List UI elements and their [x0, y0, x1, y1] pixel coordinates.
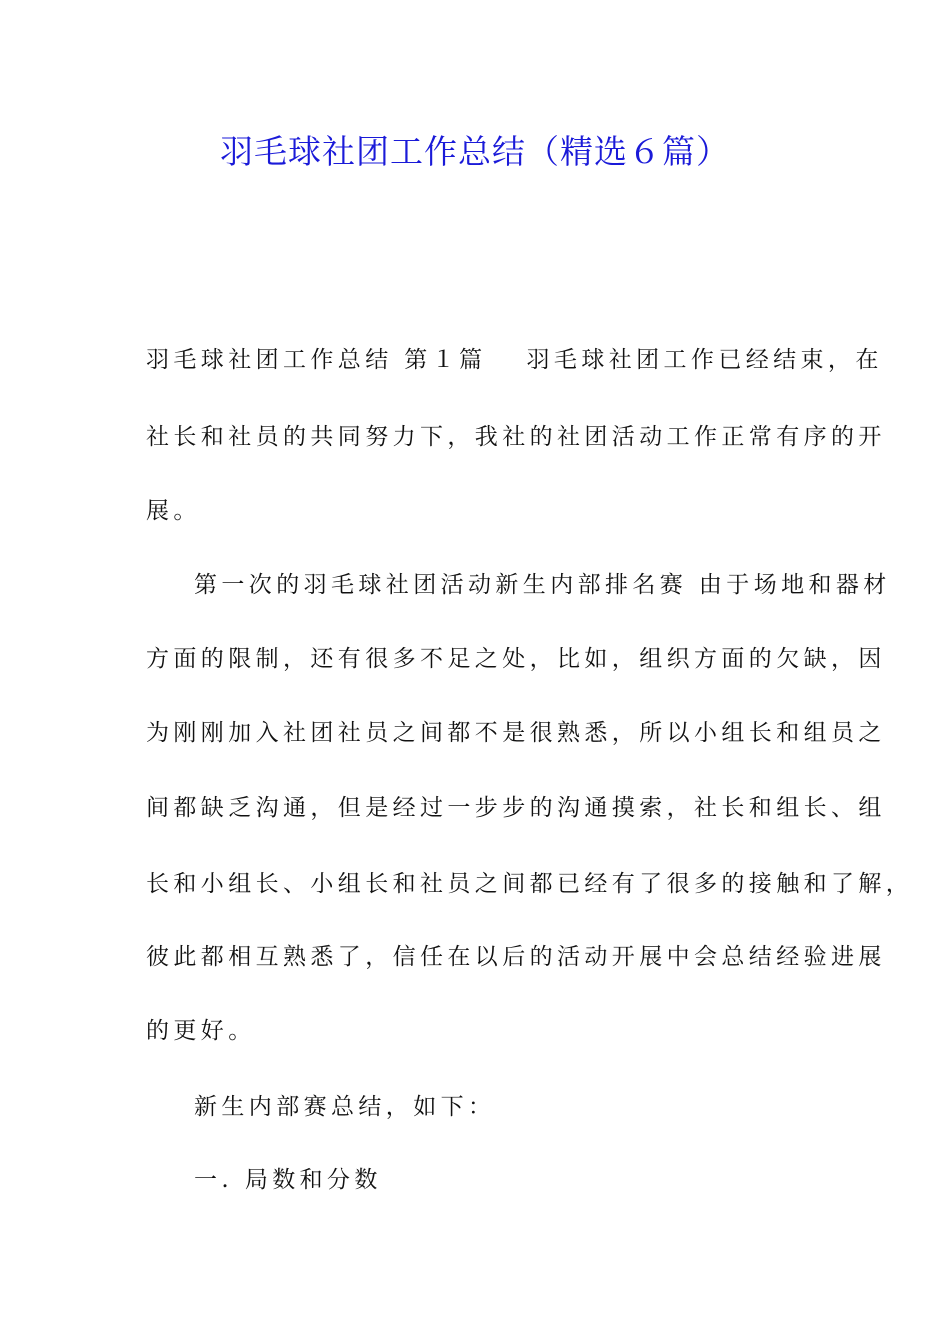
paragraph-line-4: 第一次的羽毛球社团活动新生内部排名赛 由于场地和器材 — [194, 572, 891, 598]
paragraph-line-6: 为刚刚加入社团社员之间都不是很熟悉，所以小组长和组员之 — [146, 720, 886, 746]
paragraph-line-1 — [146, 343, 883, 377]
paragraph-text: 羽毛球社团工作已经结束，在 — [526, 347, 883, 373]
paragraph-line-8: 长和小组长、小组长和社员之间都已经有了很多的接触和了解， — [146, 871, 914, 897]
section-label: 羽毛球社团工作总结 第１篇 — [146, 347, 487, 373]
paragraph-line-10: 的更好。 — [146, 1018, 256, 1044]
paragraph-line-11: 新生内部赛总结，如下： — [194, 1094, 496, 1120]
paragraph-line-3: 展。 — [146, 498, 201, 524]
paragraph-line-5: 方面的限制，还有很多不足之处，比如，组织方面的欠缺，因 — [146, 646, 886, 672]
list-item-heading: 一. 局数和分数 — [194, 1167, 382, 1193]
paragraph-line-9: 彼此都相互熟悉了，信任在以后的活动开展中会总结经验进展 — [146, 944, 886, 970]
paragraph-line-2: 社长和社员的共同努力下，我社的社团活动工作正常有序的开 — [146, 424, 886, 450]
paragraph-line-7: 间都缺乏沟通，但是经过一步步的沟通摸索，社长和组长、组 — [146, 795, 886, 821]
document-title: 羽毛球社团工作总结（精选６篇） — [220, 132, 730, 171]
